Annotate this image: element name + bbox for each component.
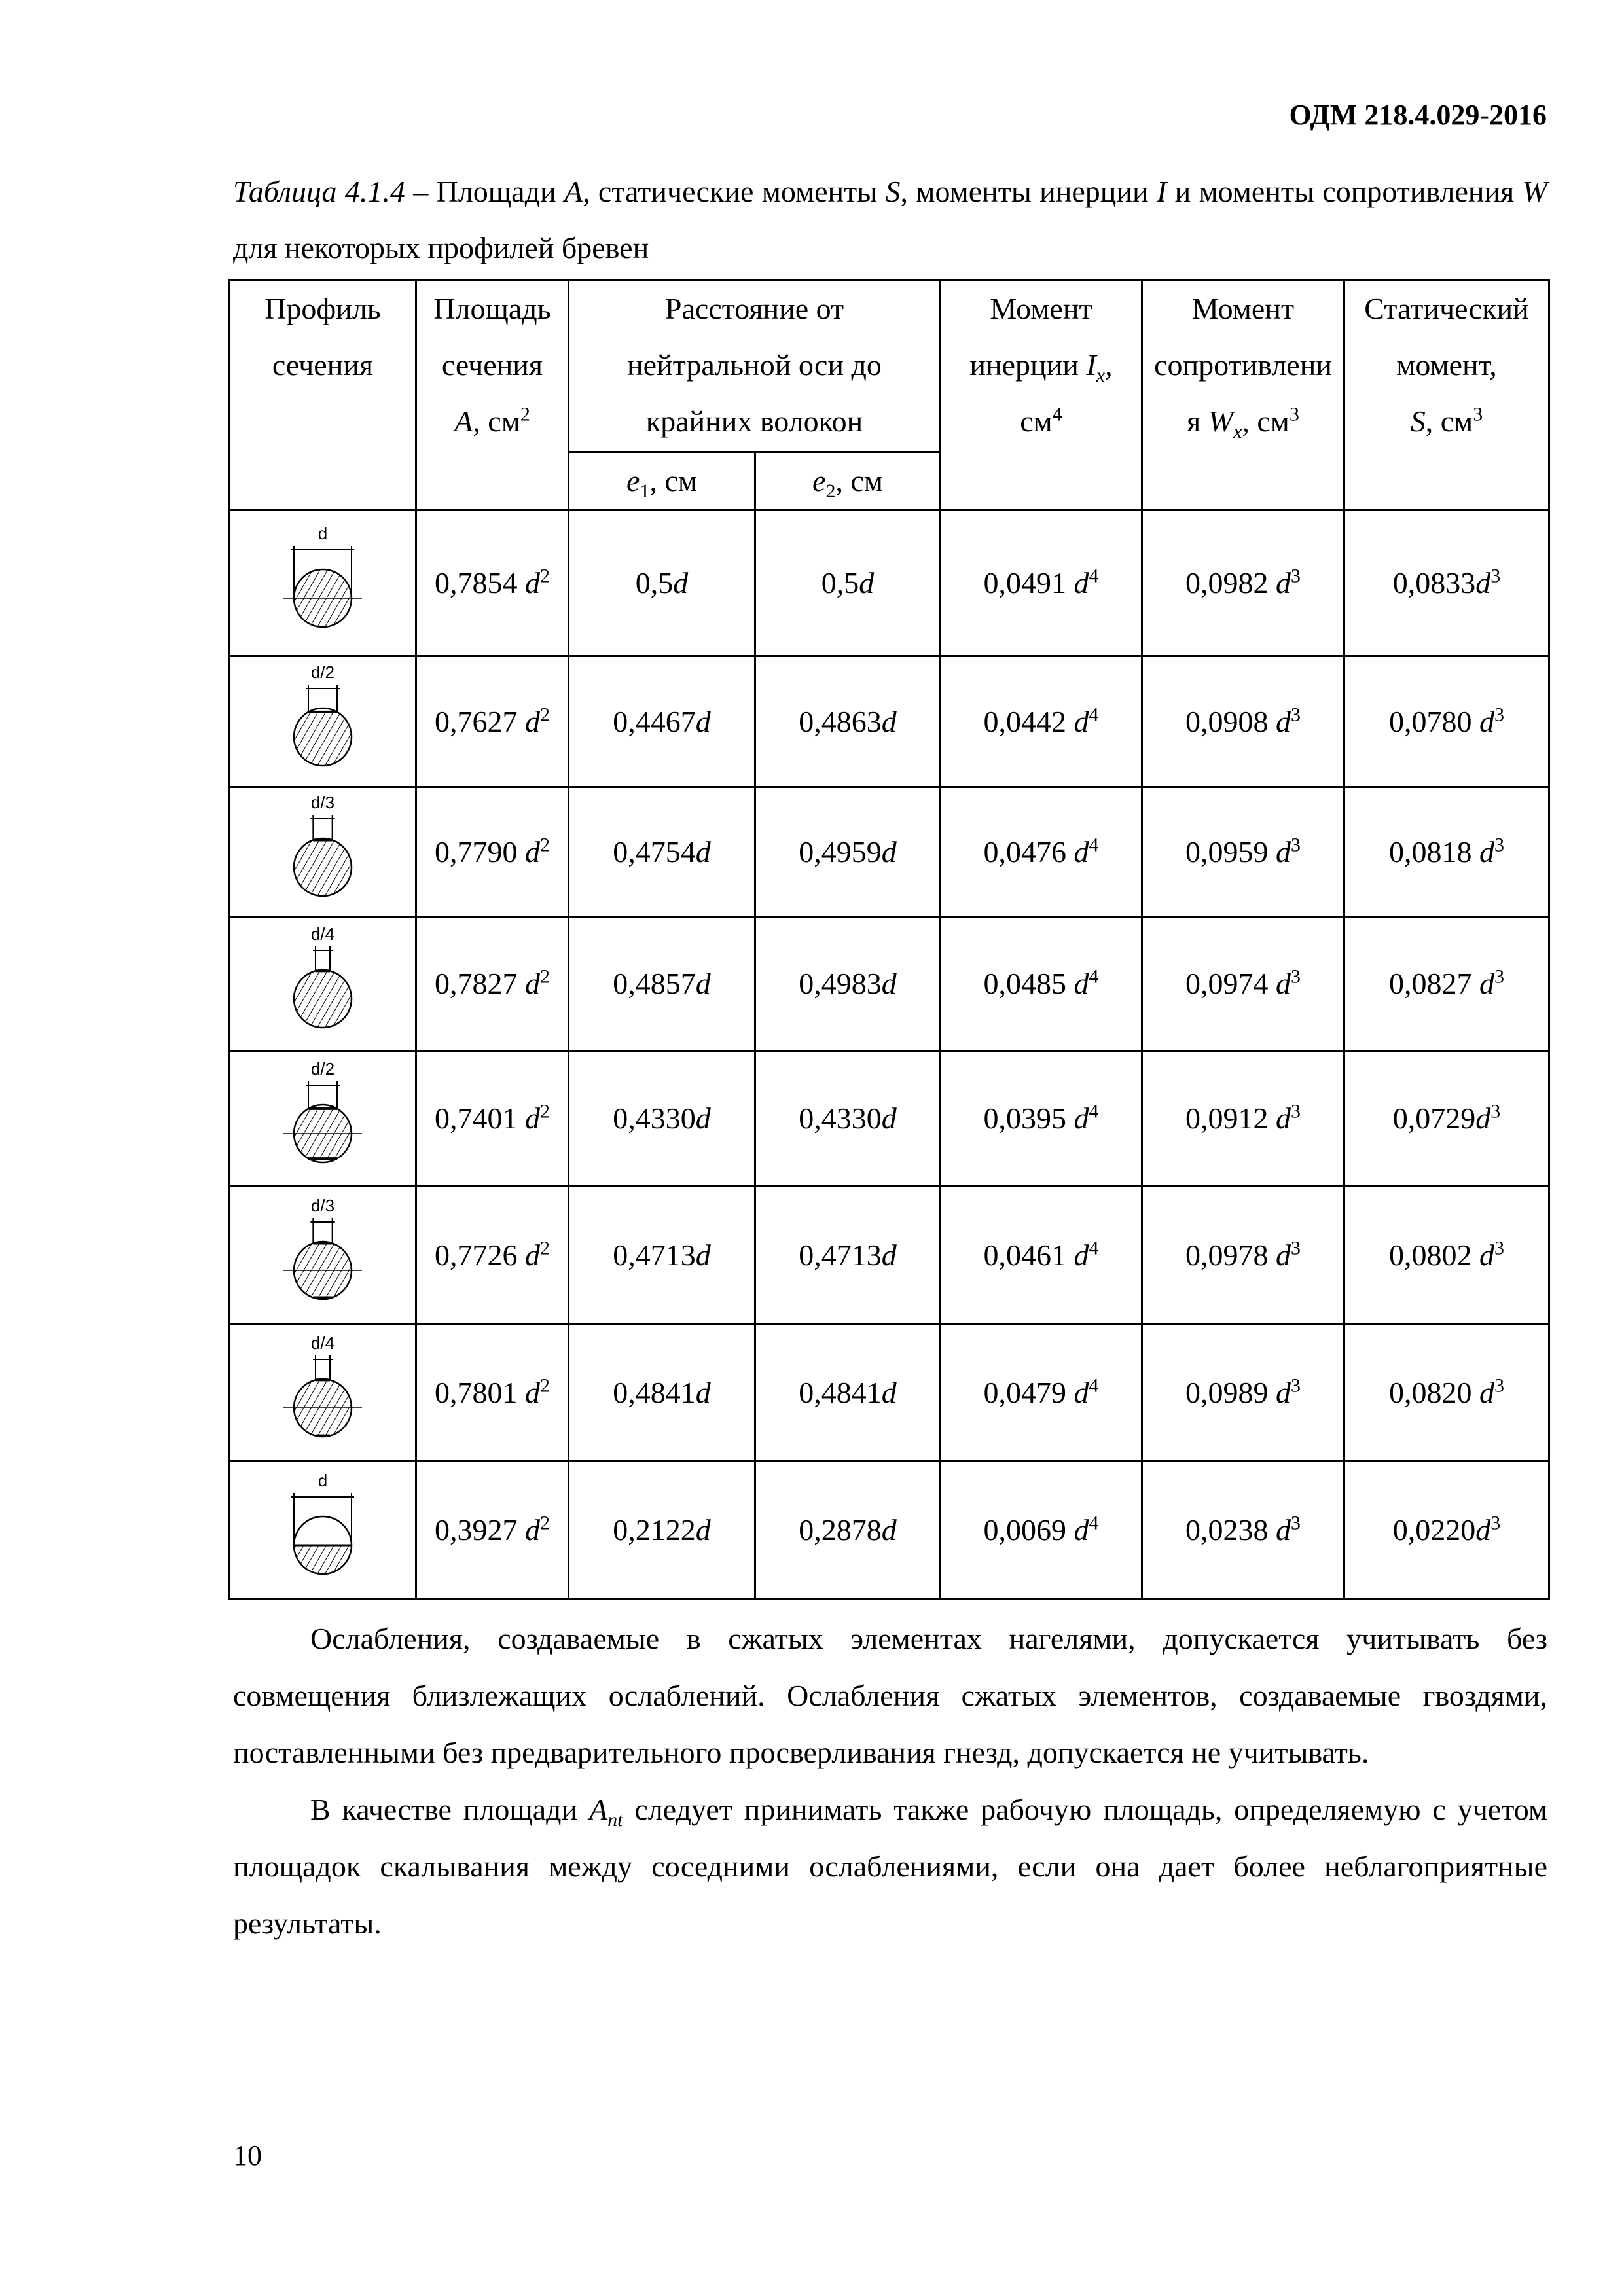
profile-label: d/2 (310, 1059, 335, 1079)
log-profile-icon (257, 1331, 388, 1455)
e1-cell: 0,4467d (569, 656, 755, 787)
static-cell: $0,0729d^3$ (1344, 1051, 1549, 1187)
e2-cell: 0,4330d (755, 1051, 941, 1187)
area-cell: 0,7726 $d^2$ (416, 1187, 569, 1324)
e1-cell: 0,5d (569, 511, 755, 656)
profile-sketch (230, 917, 416, 1051)
area-cell: 0,3927 $d^2$ (416, 1462, 569, 1599)
profile-label: d/3 (310, 1195, 335, 1215)
e1-cell: 0,2122d (569, 1462, 755, 1599)
static-cell: 0,0780 $d^3$ (1344, 656, 1549, 787)
e1-cell: 0,4841d (569, 1324, 755, 1462)
log-profile-icon (257, 660, 388, 784)
page-number: 10 (233, 2140, 262, 2172)
inertia-cell: 0,0476 $d^4$ (941, 787, 1142, 917)
document-code: ОДМ 218.4.029-2016 (1289, 99, 1547, 131)
paragraph-2: В качестве площади $A_{nt}$ следует принимать также рабочую площадь, определяемую с учетом площадок скалывания между соседними ослаблениями, если она дает более неблагоприятные результаты. (233, 1793, 1547, 1940)
profile-sketch (230, 1462, 416, 1599)
header-static: Статический момент, S, $см^3$ (1344, 280, 1549, 511)
profile-sketch (230, 656, 416, 787)
paragraph-1: Ослабления, создаваемые в сжатых элементах нагелями, допускается учитывать без совмещения близлежащих ослаблений. Ослабления сжатых элементов, создаваемые гвоздями, поставленными без предварительного просверливания гнезд, допускается не учитывать. (233, 1622, 1547, 1769)
table-row (230, 656, 1549, 787)
inertia-cell: 0,0479 $d^4$ (941, 1324, 1142, 1462)
header-e2: $e_2$, см (755, 452, 941, 511)
log-profile-icon (257, 521, 388, 645)
log-profile-icon (257, 1056, 388, 1181)
table-row (230, 1051, 1549, 1187)
inertia-cell: 0,0485 $d^4$ (941, 917, 1142, 1051)
log-profile-icon (257, 922, 388, 1046)
table-row (230, 917, 1549, 1051)
profile-sketch (230, 511, 416, 656)
header-area: Площадь сечения A, $см^2$ (416, 280, 569, 511)
static-cell: $0,0833d^3$ (1344, 511, 1549, 656)
area-cell: 0,7790 $d^2$ (416, 787, 569, 917)
area-cell: 0,7627 $d^2$ (416, 656, 569, 787)
e2-cell: 0,4983d (755, 917, 941, 1051)
e1-cell: 0,4857d (569, 917, 755, 1051)
profile-label: d/2 (310, 662, 335, 682)
inertia-cell: 0,0069 $d^4$ (941, 1462, 1142, 1599)
area-cell: 0,7827 $d^2$ (416, 917, 569, 1051)
e1-cell: 0,4330d (569, 1051, 755, 1187)
e1-cell: 0,4754d (569, 787, 755, 917)
inertia-cell: 0,0461 $d^4$ (941, 1187, 1142, 1324)
e2-cell: 0,4863d (755, 656, 941, 787)
header-e1: $e_1$, см (569, 452, 755, 511)
static-cell: 0,0827 $d^3$ (1344, 917, 1549, 1051)
static-cell: 0,0802 $d^3$ (1344, 1187, 1549, 1324)
log-profile-icon (257, 1468, 388, 1592)
table-row (230, 787, 1549, 917)
resistance-cell: 0,0959 $d^3$ (1142, 787, 1344, 917)
header-profile: Профиль сечения (230, 280, 416, 511)
resistance-cell: 0,0982 $d^3$ (1142, 511, 1344, 656)
header-inertia: Момент инерции $I_x$, $см^4$ (941, 280, 1142, 511)
e2-cell: 0,4959d (755, 787, 941, 917)
inertia-cell: 0,0491 $d^4$ (941, 511, 1142, 656)
profiles-table (228, 279, 1550, 1600)
area-cell: 0,7401 $d^2$ (416, 1051, 569, 1187)
log-profile-icon (257, 790, 388, 914)
resistance-cell: 0,0912 $d^3$ (1142, 1051, 1344, 1187)
resistance-cell: 0,0908 $d^3$ (1142, 656, 1344, 787)
e1-cell: 0,4713d (569, 1187, 755, 1324)
profile-sketch (230, 1051, 416, 1187)
profile-label: d (317, 524, 328, 543)
area-cell: 0,7801 $d^2$ (416, 1324, 569, 1462)
table-row (230, 1462, 1549, 1599)
profile-sketch (230, 1324, 416, 1462)
resistance-cell: 0,0989 $d^3$ (1142, 1324, 1344, 1462)
resistance-cell: 0,0974 $d^3$ (1142, 917, 1344, 1051)
resistance-cell: 0,0238 $d^3$ (1142, 1462, 1344, 1599)
e2-cell: 0,5d (755, 511, 941, 656)
e2-cell: 0,4713d (755, 1187, 941, 1324)
table-row (230, 1187, 1549, 1324)
table-body (230, 511, 1549, 1599)
resistance-cell: 0,0978 $d^3$ (1142, 1187, 1344, 1324)
header-distance: Расстояние от нейтральной оси до крайних волокон (569, 280, 941, 452)
profile-label: d/4 (310, 1333, 335, 1353)
table-row (230, 511, 1549, 656)
table-caption: Таблица 4.1.4 – Площади A, статические моменты S, моменты инерции I и моменты сопротивления W для некоторых профилей бревен (233, 175, 1547, 264)
profile-label: d (317, 1470, 328, 1490)
profile-sketch (230, 787, 416, 917)
static-cell: $0,0220d^3$ (1344, 1462, 1549, 1599)
static-cell: 0,0820 $d^3$ (1344, 1324, 1549, 1462)
inertia-cell: 0,0442 $d^4$ (941, 656, 1142, 787)
table-row (230, 1324, 1549, 1462)
log-profile-icon (257, 1193, 388, 1318)
static-cell: 0,0818 $d^3$ (1344, 787, 1549, 917)
profile-label: d/3 (310, 792, 335, 812)
body-text (233, 1610, 1547, 1952)
area-cell: 0,7854 $d^2$ (416, 511, 569, 656)
caption-label: Таблица 4.1.4 (233, 175, 405, 208)
profile-sketch (230, 1187, 416, 1324)
profile-label: d/4 (310, 924, 335, 944)
e2-cell: 0,2878d (755, 1462, 941, 1599)
header-resistance: Момент сопротивлени я $W_x$, $см^3$ (1142, 280, 1344, 511)
e2-cell: 0,4841d (755, 1324, 941, 1462)
inertia-cell: 0,0395 $d^4$ (941, 1051, 1142, 1187)
